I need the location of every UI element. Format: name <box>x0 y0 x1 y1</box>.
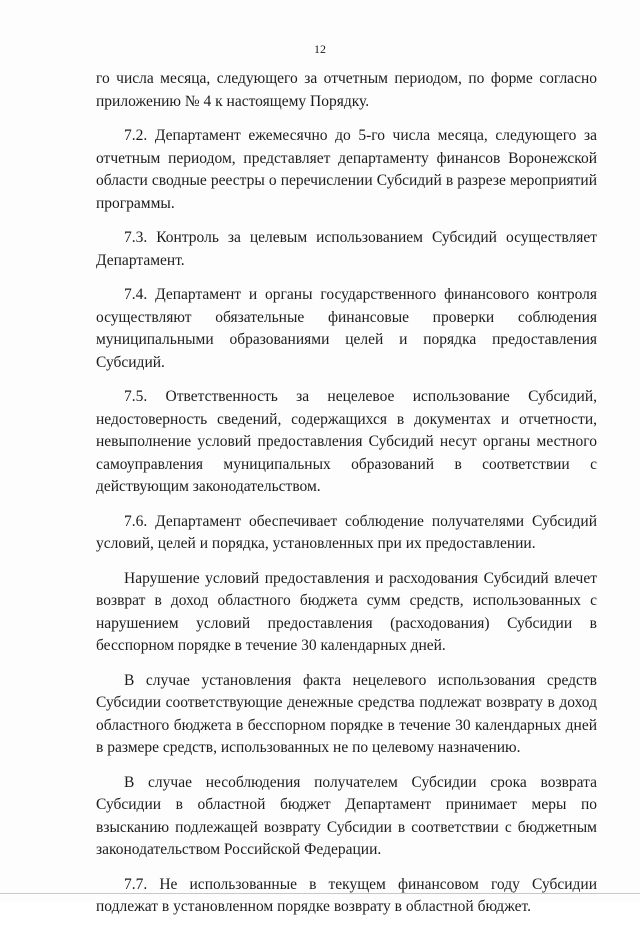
paragraph-7-3: 7.3. Контроль за целевым использованием Субсидий осуществляет Департамент. <box>96 229 597 269</box>
document-body <box>96 68 597 931</box>
paragraph-continuation: го числа месяца, следующего за отчетным периодом, по форме согласно приложению № 4 к настоящему Порядку. <box>96 70 597 110</box>
paragraph-7-4: 7.4. Департамент и органы государственного финансового контроля осуществляют обязательные финансовые проверки соблюдения муниципальными образованиями целей и порядка предоставления Субсидий. <box>96 286 597 371</box>
paragraph-7-7: 7.7. Не использованные в текущем финансовом году Субсидии подлежат в установленном порядке возврату в областной бюджет. <box>96 875 597 915</box>
paragraph-misuse-return: В случае установления факта нецелевого использования средств Субсидии соответствующие денежные средства подлежат возврату в доход областного бюджета в бесспорном порядке в течение 30 календарных дней в размере средств, использованных не по целевому назначению. <box>96 671 597 756</box>
paragraph-noncompliance: В случае несоблюдения получателем Субсидии срока возврата Субсидии в областной бюджет Департамент принимает меры по взысканию подлежащей возврату Субсидии в соответствии с бюджетным законодательством Российской Федерации. <box>96 773 597 858</box>
paragraph-7-2: 7.2. Департамент ежемесячно до 5-го числа месяца, следующего за отчетным периодом, представляет департаменту финансов Воронежской области сводные реестры о перечислении Субсидий в разрезе мероприятий программы. <box>96 127 597 212</box>
paragraph-7-5: 7.5. Ответственность за нецелевое использование Субсидий, недостоверность сведений, содержащихся в документах и отчетности, невыполнение условий предоставления Субсидий несут органы местного самоуправления муниципальных образований в соответствии с действующим законодательством. <box>96 388 597 495</box>
page-number: 12 <box>314 42 326 56</box>
paragraph-violation-return: Нарушение условий предоставления и расходования Субсидий влечет возврат в доход областного бюджета сумм средств, использованных с нарушением условий предоставления (расходования) Субсидии в бесспорном порядке в течение 30 календарных дней. <box>96 569 597 654</box>
paragraph-7-6: 7.6. Департамент обеспечивает соблюдение получателями Субсидий условий, целей и порядка, установленных при их предоставлении. <box>96 512 597 552</box>
page-bottom-edge <box>0 893 640 894</box>
